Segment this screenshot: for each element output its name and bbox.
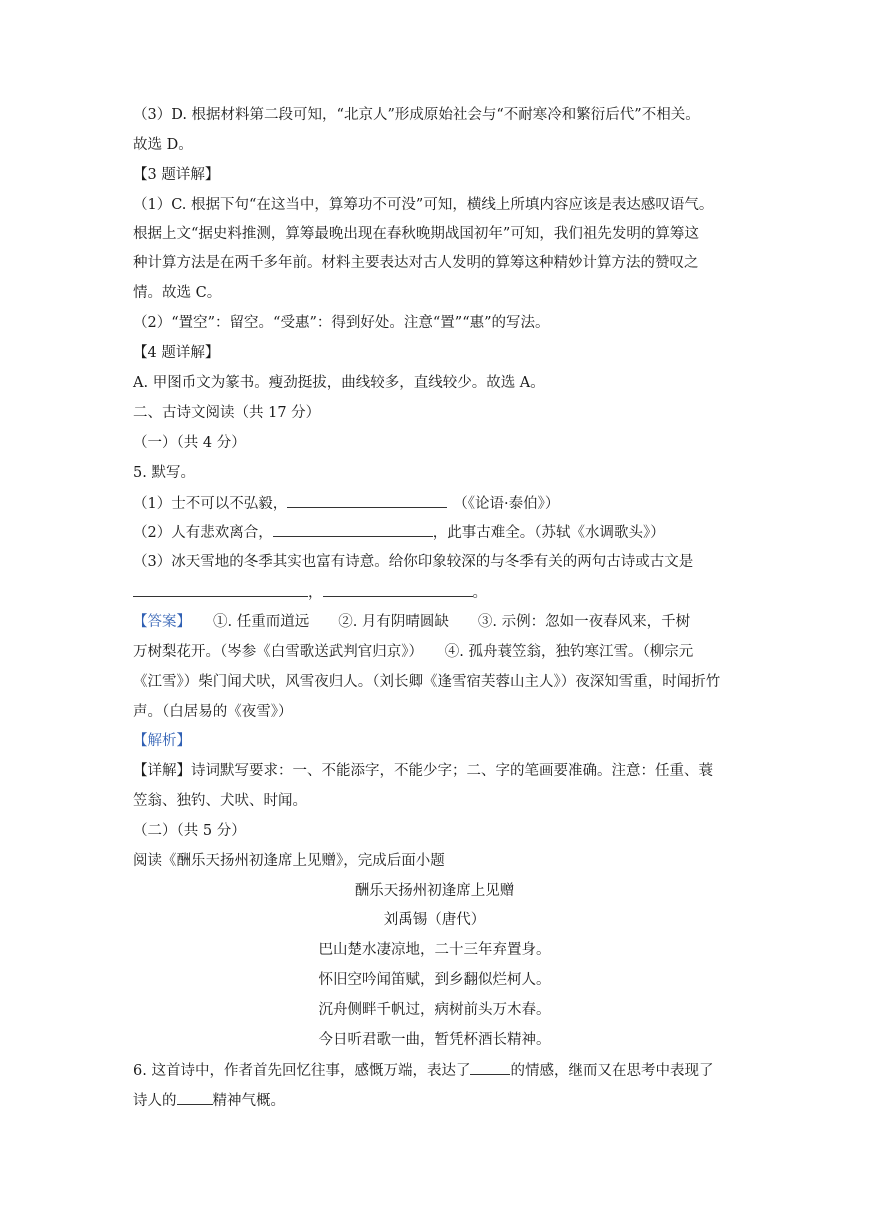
answer-blank — [323, 582, 473, 597]
poem-title: 酬乐天扬州初逢席上见赠 — [354, 883, 515, 899]
detail-line-1: 【详解】诗词默写要求：一、不能添字，不能少字；二、字的笔画要准确。注意：任重、蓑 — [133, 763, 713, 779]
answer-line-3: 《江雪》）柴门闻犬吠，风雪夜归人。（刘长卿《逢雪宿芙蓉山主人》）夜深知雪重，时闻折竹 — [133, 674, 721, 690]
q5-item-3-blanks — [133, 582, 753, 603]
section-heading: 【3 题详解】 — [133, 167, 220, 183]
question-title: 5. 默写。 — [133, 465, 195, 481]
text-line: A. 甲图币文为篆书。瘦劲挺拔，曲线较多，直线较少。故选 A。 — [133, 375, 545, 391]
q5-item-2 — [133, 522, 753, 543]
q6-line-2 — [133, 1090, 753, 1111]
answer-label: 【答案】 — [133, 614, 191, 630]
text-line: 故选 D。 — [133, 137, 193, 153]
text-line: （2）“置空”：留空。“受惠”：得到好处。注意“置”“惠”的写法。 — [133, 315, 550, 331]
text-line: （1）C. 根据下句“在这当中，算筹功不可没”可知，横线上所填内容应该是表达感叹语气。 — [133, 197, 714, 213]
section-heading: （一）（共 4 分） — [133, 435, 246, 451]
detail-line-2: 笠翁、独钓、犬吠、时闻。 — [133, 793, 307, 809]
poem-line: 巴山楚水凄凉地，二十三年弃置身。 — [318, 942, 551, 958]
reading-intro: 阅读《酬乐天扬州初逢席上见赠》，完成后面小题 — [133, 853, 445, 869]
comma: ， — [308, 585, 323, 601]
q6-line-2-prefix: 诗人的 — [133, 1093, 177, 1109]
answer-blank — [287, 493, 447, 508]
answer-blank — [470, 1060, 510, 1075]
q5-item-2-prefix: （2）人有悲欢离合， — [133, 525, 273, 541]
answer-blank — [133, 582, 308, 597]
text-line: 情。故选 C。 — [133, 285, 222, 301]
q6-prefix: 6. 这首诗中，作者首先回忆往事，感慨万端，表达了 — [133, 1063, 471, 1079]
q5-item-1 — [133, 493, 753, 514]
section-heading: 【4 题详解】 — [133, 345, 220, 361]
q5-item-3: （3）冰天雪地的冬季其实也富有诗意。给你印象较深的与冬季有关的两句古诗或古文是 — [133, 554, 694, 570]
answer-line-1 — [133, 612, 753, 632]
section-heading: 二、古诗文阅读（共 17 分） — [133, 405, 321, 421]
poem-line: 怀旧空吟闻笛赋，到乡翻似烂柯人。 — [318, 972, 551, 988]
q6-line-1 — [133, 1060, 753, 1081]
poem-line: 沉舟侧畔千帆过，病树前头万木春。 — [318, 1002, 551, 1018]
answer-text: ①. 任重而道远 ②. 月有阴晴圆缺 ③. 示例：忽如一夜春风来，千树 — [213, 614, 691, 630]
q5-item-1-prefix: （1）士不可以不弘毅， — [133, 496, 288, 512]
answer-blank — [273, 522, 433, 537]
section-heading: （二）（共 5 分） — [133, 823, 246, 839]
poem-author: 刘禹锡（唐代） — [383, 912, 486, 928]
q5-item-2-suffix: ，此事古难全。（苏轼《水调歌头》） — [432, 525, 665, 541]
period: 。 — [472, 585, 487, 601]
q6-line-2-suffix: 精神气概。 — [212, 1093, 285, 1109]
q5-item-1-suffix: （《论语·泰伯》） — [453, 496, 560, 512]
q6-suffix: 的情感，继而又在思考中表现了 — [510, 1063, 714, 1079]
text-line: 根据上文“据史料推测，算筹最晚出现在春秋晚期战国初年”可知，我们祖先发明的算筹这 — [133, 226, 699, 242]
answer-line-2: 万树梨花开。（岑参《白雪歌送武判官归京》） ④. 孤舟蓑笠翁，独钓寒江雪。（柳宗元 — [133, 644, 694, 660]
text-line: （3）D. 根据材料第二段可知，“北京人”形成原始社会与“不耐寒冷和繁衍后代”不相关。 — [133, 107, 700, 123]
poem-line: 今日听君歌一曲，暂凭杯酒长精神。 — [318, 1032, 551, 1048]
text-line: 种计算方法是在两千多年前。材料主要表达对古人发明的算筹这种精妙计算方法的赞叹之 — [133, 255, 699, 271]
answer-blank — [177, 1090, 213, 1105]
answer-line-4: 声。（白居易的《夜雪》） — [133, 704, 293, 720]
analysis-label: 【解析】 — [133, 733, 191, 749]
